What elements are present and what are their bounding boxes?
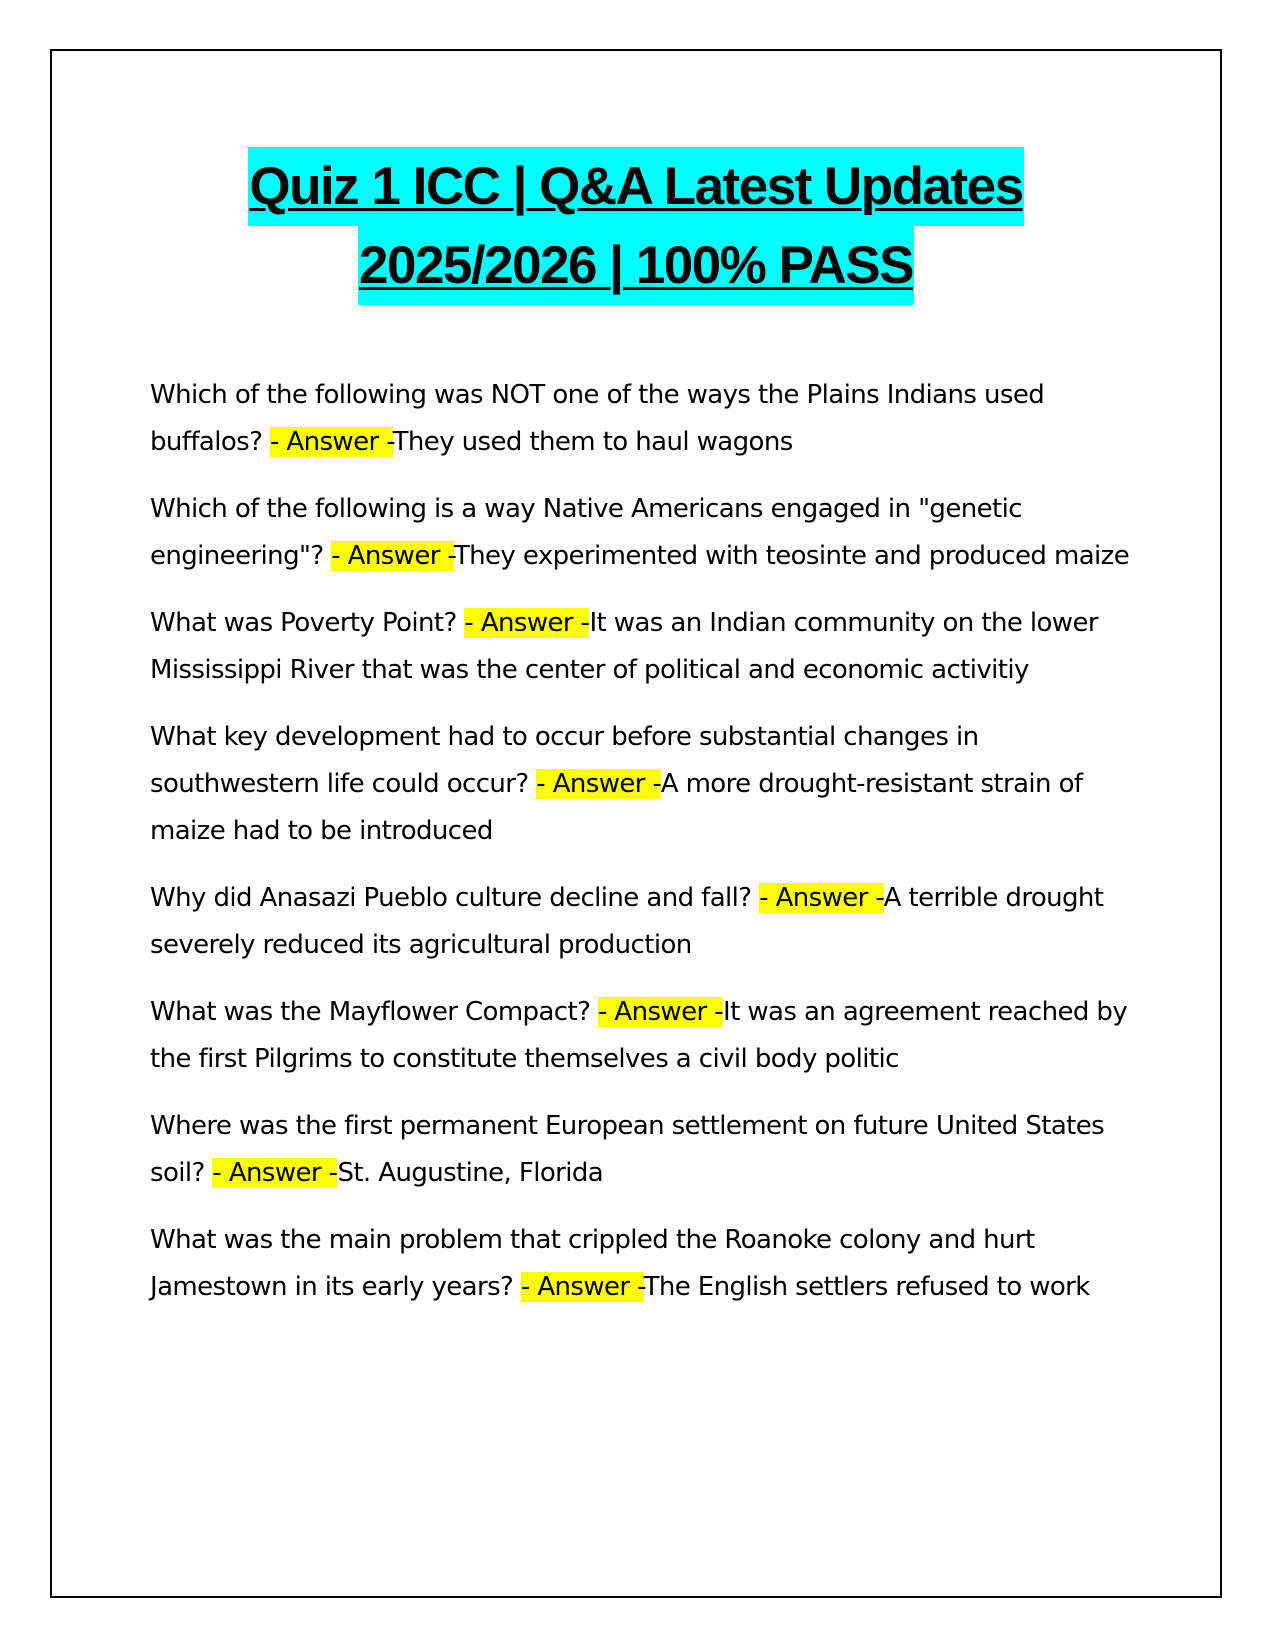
qa-item — [150, 600, 1130, 694]
answer-text: St. Augustine, Florida — [337, 1158, 604, 1188]
answer-text: It was an agreement reached by the first Pilgrims to constitute themselves a civil body politic — [150, 997, 1128, 1074]
answer-marker: - Answer - — [212, 1158, 338, 1188]
answer-marker: - Answer - — [464, 608, 590, 638]
question-text: Which of the following was NOT one of the ways the Plains Indians used buffalos? — [150, 380, 1045, 457]
qa-item — [150, 714, 1130, 855]
qa-item — [150, 989, 1130, 1083]
answer-text: They used them to haul wagons — [392, 427, 793, 457]
question-text: What was the main problem that crippled the Roanoke colony and hurt Jamestown in its early years? — [150, 1225, 1035, 1302]
answer-text: They experimented with teosinte and produced maize — [453, 541, 1130, 571]
answer-marker: - Answer - — [269, 427, 393, 457]
question-text: What key development had to occur before substantial changes in southwestern life could occur? — [150, 722, 979, 799]
qa-list — [150, 372, 1130, 1331]
answer-marker: - Answer - — [520, 1272, 644, 1302]
answer-text: It was an Indian community on the lower Mississippi River that was the center of political and economic activitiy — [150, 608, 1098, 685]
qa-item — [150, 1103, 1130, 1197]
qa-item — [150, 875, 1130, 969]
title-line-1: Quiz 1 ICC | Q&A Latest Updates — [248, 147, 1023, 226]
question-text: What was the Mayflower Compact? — [150, 997, 598, 1027]
answer-marker: - Answer - — [759, 883, 884, 913]
question-text: What was Poverty Point? — [150, 608, 465, 638]
question-text: Why did Anasazi Pueblo culture decline and fall? — [150, 883, 760, 913]
document-title — [50, 147, 1222, 305]
question-text: Where was the first permanent European settlement on future United States soil? — [150, 1111, 1105, 1188]
answer-text: A terrible drought severely reduced its agricultural production — [150, 883, 1104, 960]
answer-marker: - Answer - — [536, 769, 661, 799]
qa-item — [150, 372, 1130, 466]
qa-item — [150, 486, 1130, 580]
answer-marker: - Answer - — [331, 541, 454, 571]
answer-marker: - Answer - — [597, 997, 724, 1027]
qa-item — [150, 1217, 1130, 1311]
answer-text: The English settlers refused to work — [643, 1272, 1090, 1302]
title-line-2: 2025/2026 | 100% PASS — [358, 226, 914, 305]
question-text: Which of the following is a way Native Americans engaged in "genetic engineering"? — [150, 494, 1022, 571]
answer-text: A more drought-resistant strain of maize had to be introduced — [150, 769, 1083, 846]
